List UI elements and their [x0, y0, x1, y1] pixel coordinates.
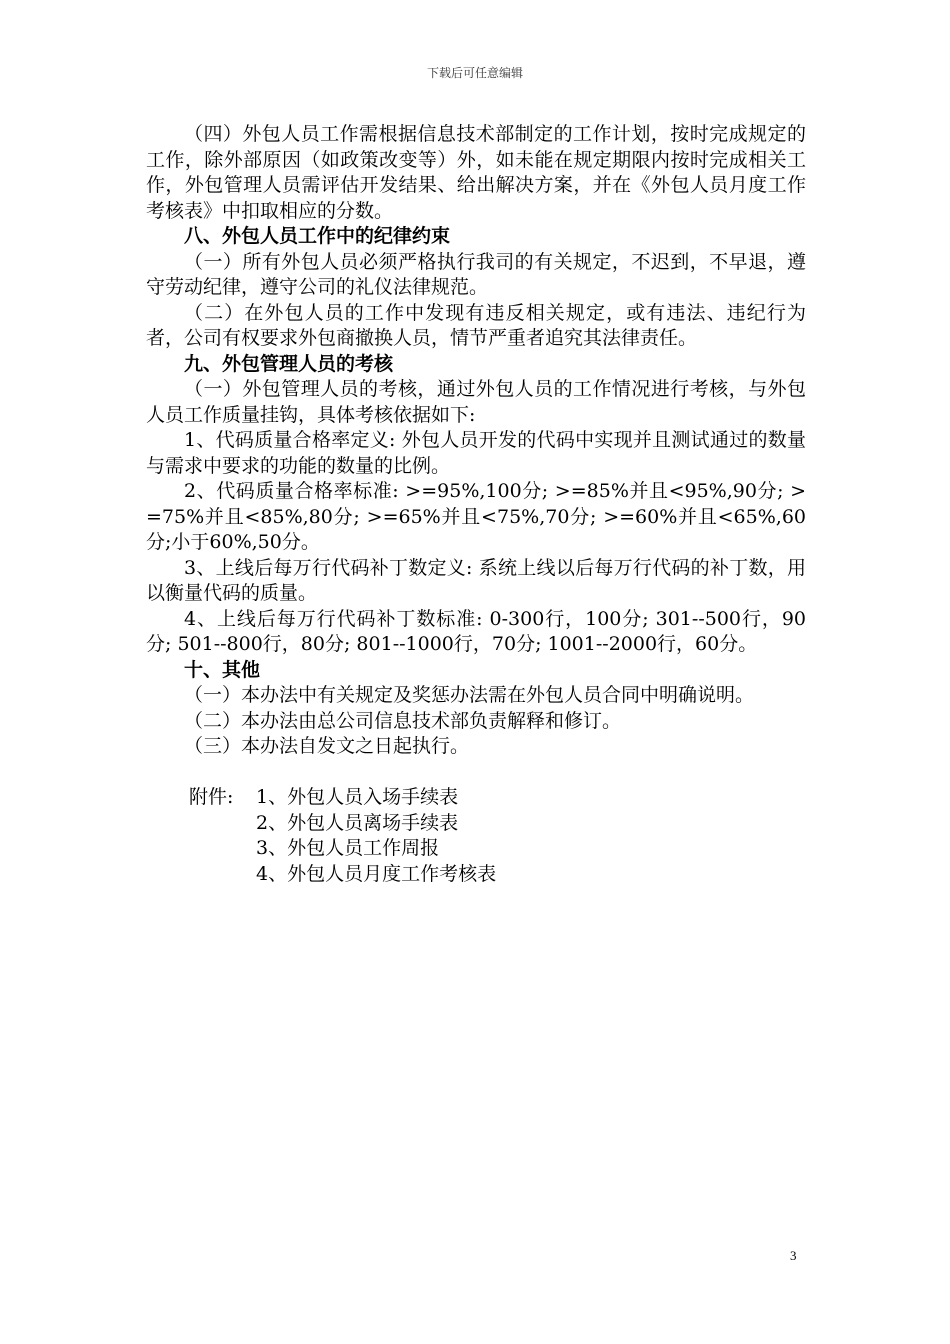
attachment-label: 附件: — [189, 786, 234, 808]
attachment-item: 4、外包人员月度工作考核表 — [256, 862, 497, 885]
section-heading-9: 九、外包管理人员的考核 — [184, 352, 394, 375]
paragraph-section10-item2: （二）本办法由总公司信息技术部负责解释和修订。 — [184, 709, 622, 732]
paragraph-section8-item1: （一）所有外包人员必须严格执行我司的有关规定，不迟到，不早退，遵守劳动纪律，遵守公司的礼仪法律规范。 — [146, 250, 806, 298]
attachment-list — [146, 785, 806, 887]
paragraph-section9-point4: 4、上线后每万行代码补丁数标准: 0-300行，100分; 301--500行，90分; 501--800行，80分; 801--1000行，70分; 1001--2000行，60分。 — [146, 607, 806, 655]
header-note: 下载后可任意编辑 — [426, 66, 523, 80]
paragraph-section8-item2: （二）在外包人员的工作中发现有违反相关规定，或有违法、违纪行为者，公司有权要求外包商撤换人员，情节严重者追究其法律责任。 — [146, 301, 806, 349]
paragraph-section9-item1: （一）外包管理人员的考核，通过外包人员的工作情况进行考核，与外包人员工作质量挂钩，具体考核依据如下: — [146, 378, 806, 426]
blank-line — [146, 760, 806, 786]
paragraph-section10-item3: （三）本办法自发文之日起执行。 — [184, 735, 470, 757]
paragraph-section9-point3: 3、上线后每万行代码补丁数定义: 系统上线以后每万行代码的补丁数，用以衡量代码的质量。 — [146, 556, 806, 604]
section-heading-8: 八、外包人员工作中的纪律约束 — [184, 225, 451, 247]
attachment-item: 2、外包人员离场手续表 — [256, 811, 459, 834]
paragraph-section9-point1: 1、代码质量合格率定义: 外包人员开发的代码中实现并且测试通过的数量与需求中要求的功能的数量的比例。 — [146, 429, 806, 477]
attachment-item: 1、外包人员入场手续表 — [256, 786, 459, 808]
page-number: 3 — [790, 1248, 797, 1263]
paragraph-section10-item1: （一）本办法中有关规定及奖惩办法需在外包人员合同中明确说明。 — [184, 684, 755, 706]
document-body — [146, 122, 806, 887]
section-heading-10: 十、其他 — [184, 658, 261, 681]
paragraph-section7-item4: （四）外包人员工作需根据信息技术部制定的工作计划，按时完成规定的工作，除外部原因（如政策改变等）外，如未能在规定期限内按时完成相关工作，外包管理人员需评估开发结果、给出解决方案，并在《外包人员月度工作考核表》中扣取相应的分数。 — [146, 123, 806, 222]
paragraph-section9-point2: 2、代码质量合格率标准: >=95%,100分; >=85%并且<95%,90分; >=75%并且<85%,80分; >=65%并且<75%,70分; >=60%并且<65%,60分;小于60%,50分。 — [146, 480, 806, 553]
attachment-line-1 — [146, 785, 806, 811]
attachment-item: 3、外包人员工作周报 — [256, 837, 440, 859]
